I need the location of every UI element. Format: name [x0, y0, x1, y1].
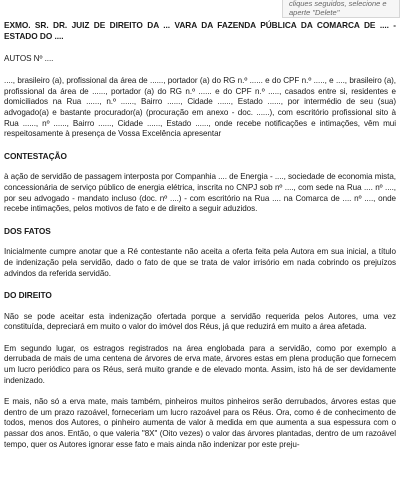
- court-heading: EXMO. SR. DR. JUIZ DE DIREITO DA ... VARA DA FAZENDA PÚBLICA DA COMARCA DE .... - ESTADO DO ....: [4, 20, 396, 41]
- section-title-contestacao: CONTESTAÇÃO: [4, 150, 67, 161]
- direito-paragraph-3: E mais, não só a erva mate, mais também, pinheiros muitos pinheiros serão derrubados, árvores estas que dentro de um prazo razoável, forneceriam um lucro razoável para os Réus. Ora, como é de conhecimento de todos, menos dos Autores, o pinheiro aumenta de valor à medida em que aumenta a sua espessura com o passar dos anos. Então, o que valeria "8X" (Oito vezes) o valor das árvores plantadas, dentro de um razoável tempo, quer os Autores ignorar esse fato e mais ainda não indenizar por este preju-: [4, 397, 396, 449]
- usage-tip: cliques seguidos, selecione e aperte "Delete": [282, 0, 400, 18]
- section-title-fatos: DOS FATOS: [4, 225, 51, 236]
- case-number: AUTOS Nº ....: [4, 53, 54, 63]
- contestacao-paragraph: à ação de servidão de passagem interposta por Companhia .... de Energia - ...., sociedade de economia mista, concessionária de serviço público de energia elétrica, inscrita no CNPJ sob nº ...., com sede na Rua .... nº ...., por seu advogado - mandato incluso (doc. nº ....) - com escritório na Rua .... na Comarca de .... nº ...., onde recebe intimações, pelos motivos de fato e de direito a seguir aduzidos.: [4, 172, 396, 214]
- parties-qualification: ...., brasileiro (a), profissional da área de ......, portador (a) do RG n.º ...... e do CPF n.º ....., e ...., brasileiro (a), profissional da área de ......, portador (a) do RG n.º ...... e do CPF n.º ....., casados entre si, residentes e domiciliados na Rua ......, n.º ......, Bairro ......, Cidade ......, Estado ......, por intermédio de seu (sua) advogado(a) e bastante procurador(a) (procuração em anexo - doc. ......), com escritório profissional sito à Rua ......, nº ......, Bairro ......, Cidade ......, Estado ......, onde recebe notificações e intimações, vêm mui respeitosamente à presença de Vossa Excelência apresentar: [4, 76, 396, 139]
- section-title-direito: DO DIREITO: [4, 290, 52, 301]
- petition-document: [4, 20, 396, 461]
- fatos-paragraph: Inicialmente cumpre anotar que a Ré contestante não aceita a oferta feita pela Autora em sua inicial, a título de indenização pela servidão, dado o fato de que se trata de valor irrisório em nada cobrindo os prejuízos advindos da referida servidão.: [4, 247, 396, 278]
- direito-paragraph-1: Não se pode aceitar esta indenização ofertada porque a servidão requerida pelos Autores, uma vez constituída, depreciará em muito o valor do imóvel dos Réus, já que reduzirá em muito a área afetada.: [4, 311, 396, 332]
- direito-paragraph-2: Em segundo lugar, os estragos registrados na área englobada para a servidão, como por exemplo a derrubada de mais de uma centena de árvores de erva mate, árvores estas em plena produção que fornecem um lucro periódico para os Réus, será muito grande e de elevado monta. Assim, isto há de ser devidamente indenizado.: [4, 343, 396, 385]
